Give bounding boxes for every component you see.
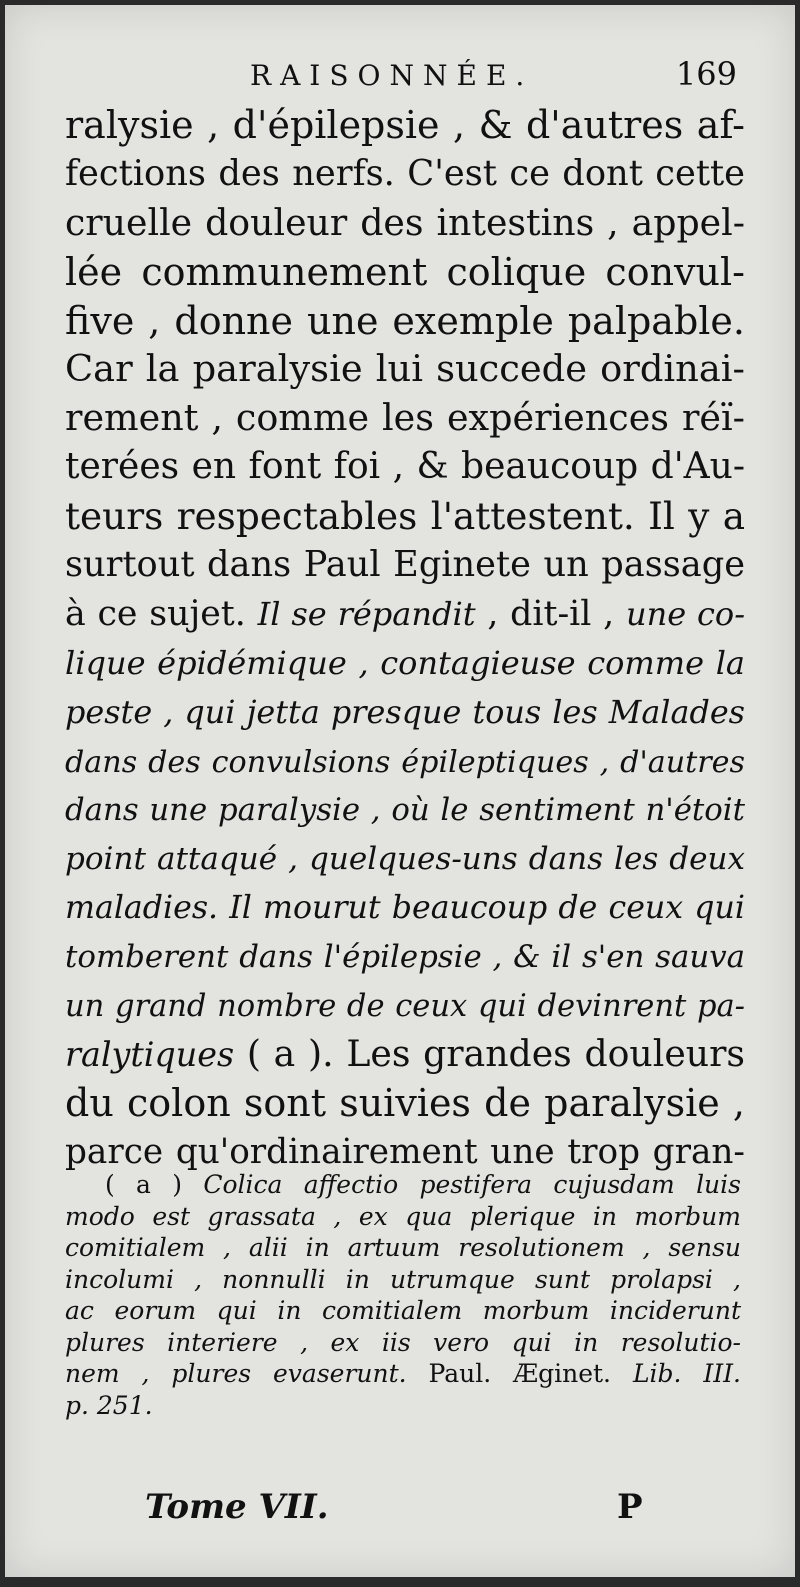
text-line: [65, 199, 745, 248]
text-line: [65, 394, 745, 443]
text-line: [65, 150, 745, 199]
text-line: [65, 297, 745, 346]
text-line: [65, 981, 745, 1030]
page-signature: [5, 1487, 795, 1537]
volume-label: Tome VII.: [145, 1487, 329, 1527]
text-line: [65, 737, 745, 786]
italic-segment: peste , qui jetta presque tous les Malades: [65, 692, 745, 731]
text-segment: ( a ): [105, 1170, 204, 1199]
footnote-line: [65, 1327, 741, 1359]
text-line: [65, 590, 745, 639]
italic-segment: tomberent dans l'épilepsie , & il s'en sauva: [65, 939, 745, 976]
italic-segment: incolumi , nonnulli in utrumque sunt prolapsi ,: [65, 1264, 741, 1294]
italic-segment: maladies. Il mourut beaucoup de ceux qui: [65, 890, 745, 927]
footnote-line: [65, 1232, 741, 1264]
body-text: [65, 101, 745, 1177]
text-line: [65, 345, 745, 394]
text-line: [65, 639, 745, 688]
text-segment: parce qu'ordinairement une trop gran-: [65, 1131, 745, 1172]
text-line: [65, 1079, 745, 1128]
page-number: 169: [675, 55, 737, 93]
italic-segment: une co-: [625, 594, 746, 633]
text-segment: cruelle douleur des intestins , appel-: [65, 200, 745, 244]
italic-segment: p. 251.: [65, 1390, 153, 1420]
italic-segment: nem , plures evaserunt.: [65, 1359, 407, 1388]
footnote-line: [65, 1201, 741, 1233]
italic-segment: un grand nombre de ceux qui devinrent pa-: [65, 989, 745, 1025]
italic-segment: Il se répandit: [257, 594, 476, 633]
footnote-line: [65, 1264, 741, 1296]
footnote-line: [65, 1390, 741, 1422]
text-segment: Car la paralysie lui succede ordinai-: [65, 347, 745, 391]
text-line: [65, 785, 745, 834]
text-line: [65, 1030, 745, 1079]
text-line: [65, 883, 745, 932]
page-header: [5, 55, 795, 103]
italic-segment: dans des convulsions épileptiques , d'autres: [65, 744, 745, 780]
footnote-line: [65, 1169, 741, 1201]
italic-segment: Colica affectio pestifera cujusdam luis: [203, 1170, 741, 1199]
book-page: [5, 5, 795, 1577]
italic-segment: ac eorum qui in comitialem morbum inciderunt: [65, 1296, 741, 1325]
text-segment: five , donne une exemple palpable.: [65, 298, 745, 343]
text-segment: ralysie , d'épilepsie , & d'autres af-: [65, 103, 745, 147]
italic-segment: ralytiques: [65, 1034, 235, 1074]
italic-segment: modo est grassata , ex qua plerique in morbum: [65, 1201, 741, 1231]
text-segment: à ce sujet.: [65, 593, 258, 634]
text-segment: , dit-il ,: [475, 593, 626, 634]
signature-mark: P: [617, 1487, 643, 1527]
footnote: [65, 1169, 741, 1421]
text-segment: Paul. Æginet.: [406, 1359, 633, 1388]
italic-segment: lique épidémique , contagieuse comme la: [65, 643, 745, 682]
text-line: [65, 834, 745, 883]
text-segment: surtout dans Paul Eginete un passage: [65, 544, 745, 586]
text-line: [65, 688, 745, 737]
text-segment: du colon sont suivies de paralysie ,: [65, 1080, 745, 1125]
italic-segment: comitialem , alii in artuum resolutionem , sensu: [65, 1233, 741, 1262]
text-line: [65, 541, 745, 590]
text-segment: ( a ). Les grandes douleurs: [234, 1031, 745, 1075]
footnote-line: [65, 1295, 741, 1327]
italic-segment: plures interiere , ex iis vero qui in resolutio-: [65, 1327, 741, 1357]
text-segment: teurs respectables l'attestent. Il y a: [65, 494, 745, 539]
italic-segment: Lib. III.: [632, 1359, 741, 1388]
running-head: RAISONNÉE.: [250, 59, 534, 92]
text-line: [65, 492, 745, 541]
text-segment: lée communement colique convul-: [65, 249, 745, 294]
text-segment: fections des nerfs. C'est ce dont cette: [65, 152, 745, 194]
text-line: [65, 443, 745, 492]
italic-segment: dans une paralysie , où le sentiment n'étoit: [65, 792, 745, 829]
text-segment: rement , comme les expériences réï-: [65, 396, 745, 440]
italic-segment: point attaqué , quelques-uns dans les deux: [65, 841, 745, 878]
footnote-line: [65, 1358, 741, 1390]
text-line: [65, 101, 745, 150]
text-segment: terées en font foi , & beaucoup d'Au-: [65, 446, 745, 488]
text-line: [65, 248, 745, 297]
text-line: [65, 932, 745, 981]
